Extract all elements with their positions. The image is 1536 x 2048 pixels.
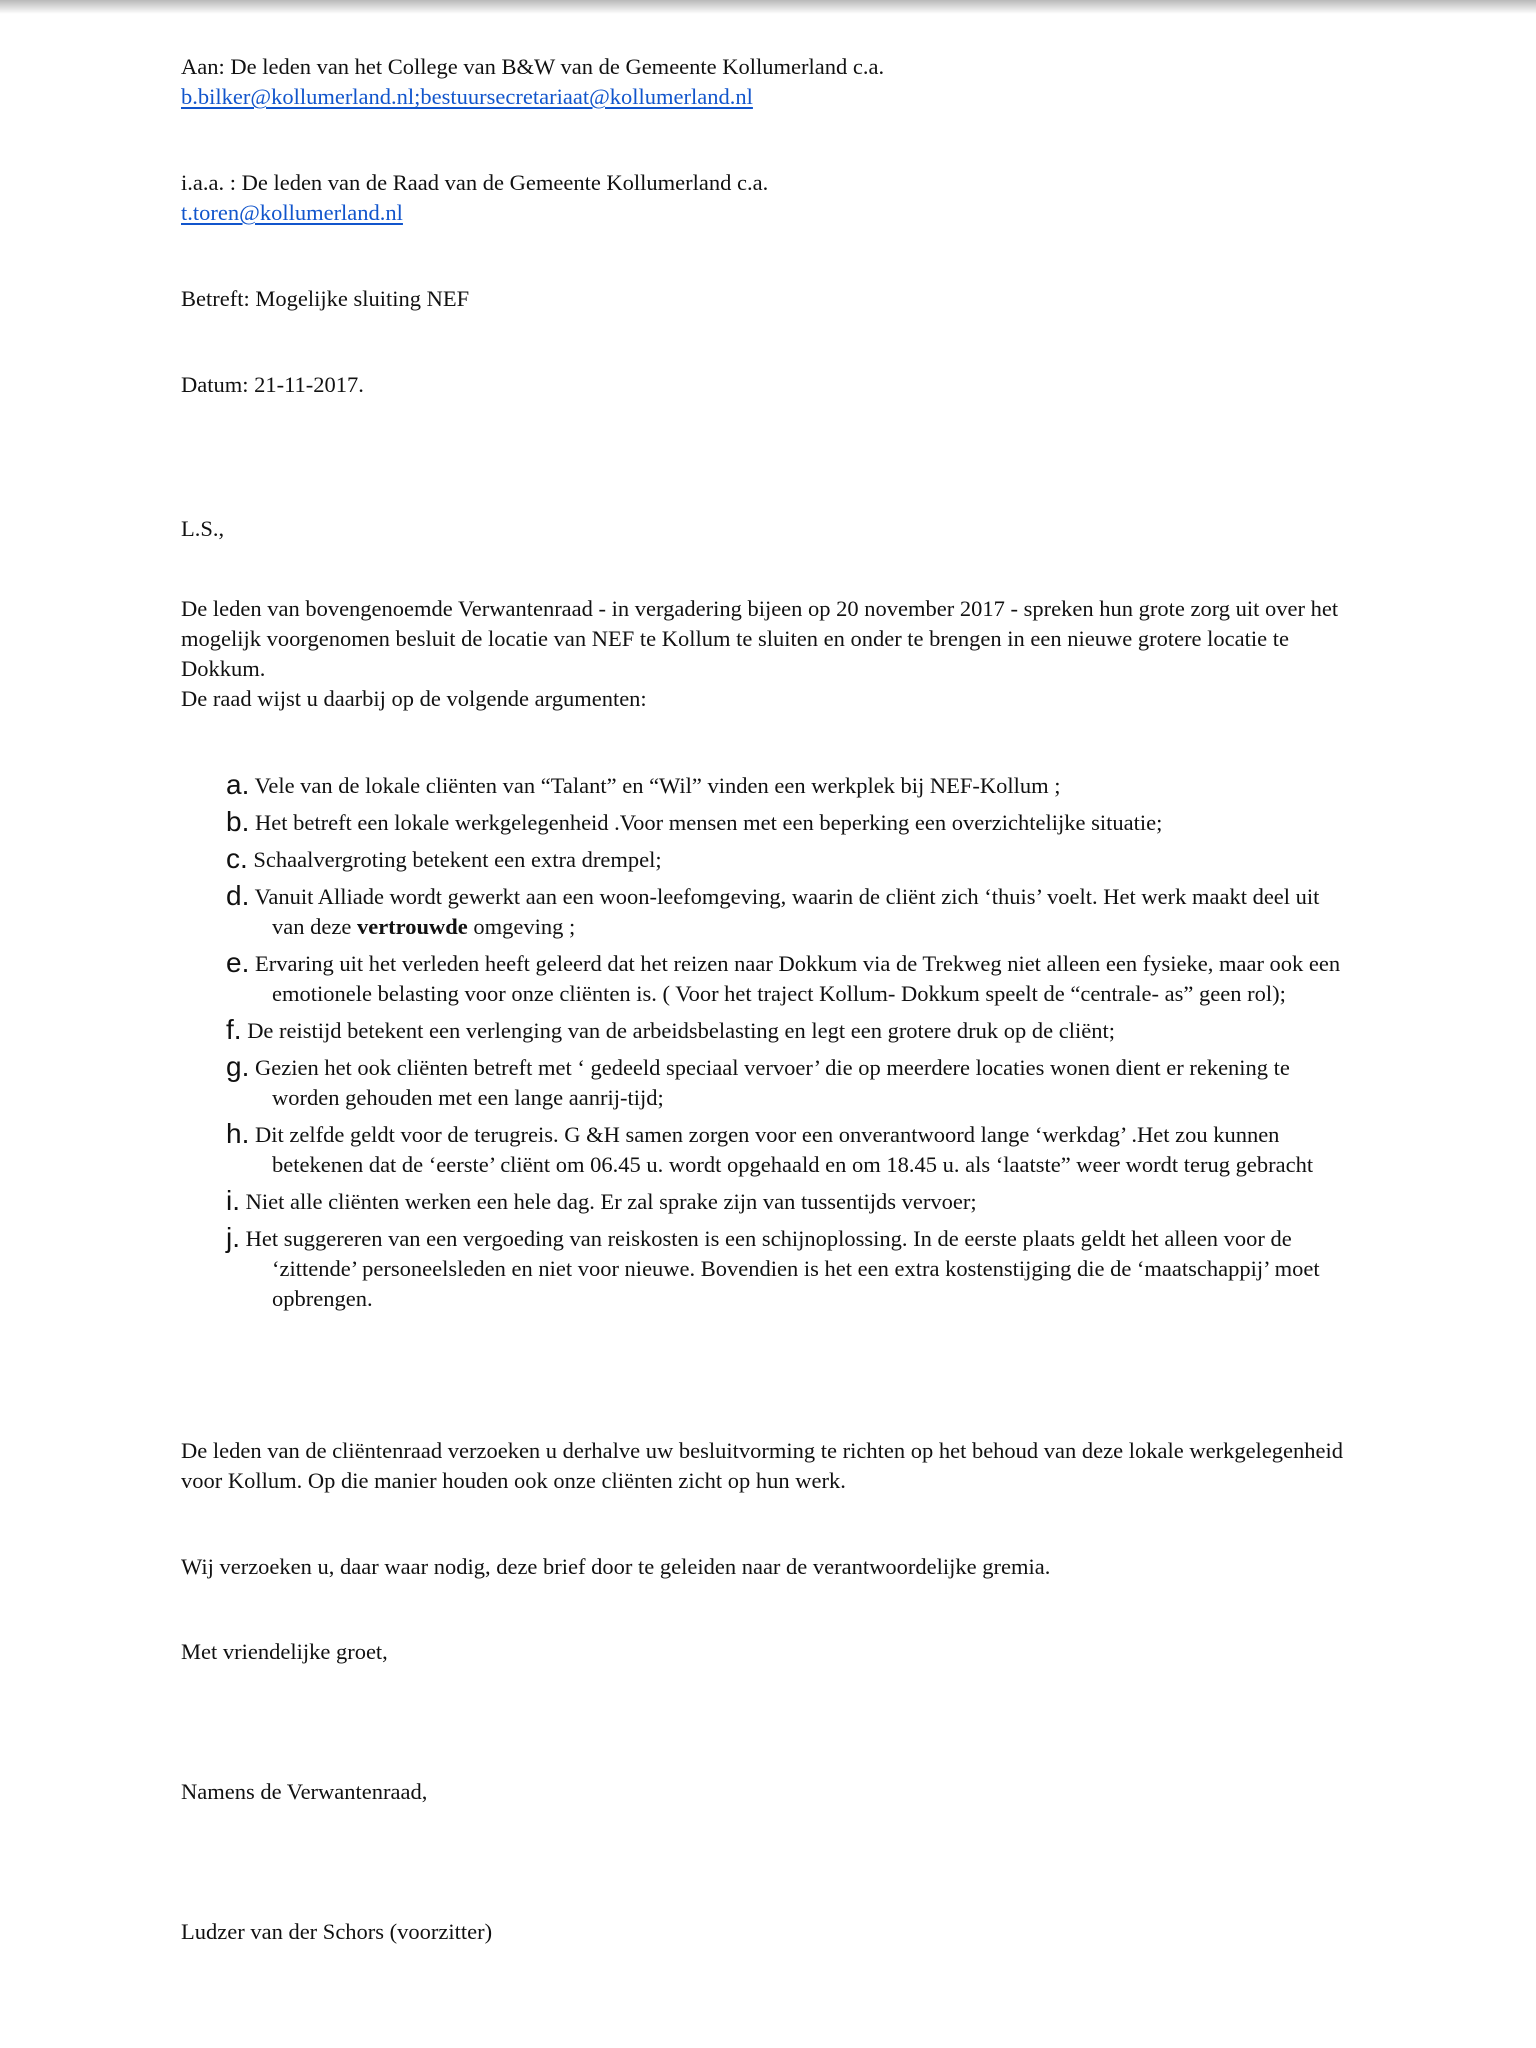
forward-paragraph: Wij verzoeken u, daar waar nodig, deze brief door te geleiden naar de verantwoordelijke gremia. [181, 1554, 1051, 1579]
cc-email-line [181, 198, 403, 228]
list-marker: i. [226, 1185, 240, 1216]
list-item [226, 1223, 1346, 1314]
list-item-text: Het suggereren van een vergoeding van reiskosten is een schijnoplossing. In de eerste plaats geldt het alleen voor de ‘zittende’ personeelsleden en niet voor nieuwe. Bovendien is het een extra kostenstijging die de ‘maatschappij’ moet opbrengen. [245, 1226, 1320, 1311]
list-item [226, 770, 1346, 801]
list-item-text: De reistijd betekent een verlenging van de arbeidsbelasting en legt een grotere druk op de cliënt; [247, 1018, 1115, 1043]
list-item [226, 807, 1346, 838]
recipient-email-link[interactable]: b.bilker@kollumerland.nl;bestuursecretariaat@kollumerland.nl [181, 84, 753, 109]
closing-line: Met vriendelijke groet, [181, 1639, 388, 1664]
list-item [226, 1186, 1346, 1217]
date-line: Datum: 21-11-2017. [181, 372, 364, 397]
list-item-text: Gezien het ook cliënten betreft met ‘ gedeeld speciaal vervoer’ die op meerdere locaties wonen dient er rekening te worden gehouden met een lange aanrij-tijd; [254, 1055, 1290, 1110]
list-marker: d. [226, 880, 250, 911]
list-item-text-after: omgeving ; [467, 914, 576, 939]
list-item [226, 1119, 1346, 1180]
cc-line: i.a.a. : De leden van de Raad van de Gemeente Kollumerland c.a. [181, 170, 769, 195]
list-item [226, 1015, 1346, 1046]
list-item-text: Vele van de lokale cliënten van “Talant” en “Wil” vinden een werkplek bij NEF-Kollum ; [254, 773, 1061, 798]
list-item-text: Niet alle cliënten werken een hele dag. Er zal sprake zijn van tussentijds vervoer; [245, 1189, 977, 1214]
list-item [226, 844, 1346, 875]
list-marker: c. [226, 843, 248, 874]
recipient-email-line [181, 82, 753, 112]
list-marker: h. [226, 1118, 250, 1149]
list-item [226, 881, 1346, 942]
list-item [226, 1052, 1346, 1113]
list-item [226, 948, 1346, 1009]
list-item-text: Schaalvergroting betekent een extra drempel; [253, 847, 662, 872]
list-marker: e. [226, 947, 250, 978]
emphasis-text: vertrouwde [356, 914, 468, 939]
list-item-text: Dit zelfde geldt voor de terugreis. G &H samen zorgen voor een onverantwoord lange ‘werkdag’ .Het zou kunnen betekenen dat de ‘eerste’ cliënt om 06.45 u. wordt opgehaald en om 18.45 u. als ‘laatste” weer wordt terug gebracht [254, 1122, 1314, 1177]
subject-line: Betreft: Mogelijke sluiting NEF [181, 286, 470, 311]
list-marker: j. [226, 1222, 240, 1253]
list-marker: f. [226, 1014, 242, 1045]
request-paragraph: De leden van de cliëntenraad verzoeken u derhalve uw besluitvorming te richten op het behoud van deze lokale werkgelegenheid voor Kollum. Op die manier houden ook onze cliënten zicht op hun werk. [181, 1438, 1344, 1493]
list-item-text: Het betreft een lokale werkgelegenheid .Voor mensen met een beperking een overzichtelijke situatie; [254, 810, 1163, 835]
list-marker: a. [226, 769, 250, 800]
arguments-list [226, 770, 1346, 1320]
on-behalf-line: Namens de Verwantenraad, [181, 1779, 428, 1804]
signatory-line: Ludzer van der Schors (voorzitter) [181, 1919, 493, 1944]
list-marker: b. [226, 806, 250, 837]
page-top-shadow [0, 0, 1536, 14]
intro-arguments-line: De raad wijst u daarbij op de volgende argumenten: [181, 686, 647, 711]
list-item-text: Ervaring uit het verleden heeft geleerd dat het reizen naar Dokkum via de Trekweg niet alleen een fysieke, maar ook een emotionele belasting voor onze cliënten is. ( Voor het traject Kollum- Dokkum speelt de “centrale- as” geen rol); [254, 951, 1341, 1006]
cc-email-link[interactable]: t.toren@kollumerland.nl [181, 200, 403, 225]
list-marker: g. [226, 1051, 250, 1082]
list-item-text: Vanuit Alliade wordt gewerkt aan een woon-leefomgeving, waarin de cliënt zich ‘thuis’ voelt. Het werk maakt deel uit van deze [254, 884, 1320, 939]
recipient-line: Aan: De leden van het College van B&W van de Gemeente Kollumerland c.a. [181, 54, 885, 79]
intro-paragraph: De leden van bovengenoemde Verwantenraad - in vergadering bijeen op 20 november 2017 - spreken hun grote zorg uit over het mogelijk voorgenomen besluit de locatie van NEF te Kollum te sluiten en onder te brengen in een nieuwe grotere locatie te Dokkum. [181, 596, 1339, 681]
salutation: L.S., [181, 516, 225, 541]
